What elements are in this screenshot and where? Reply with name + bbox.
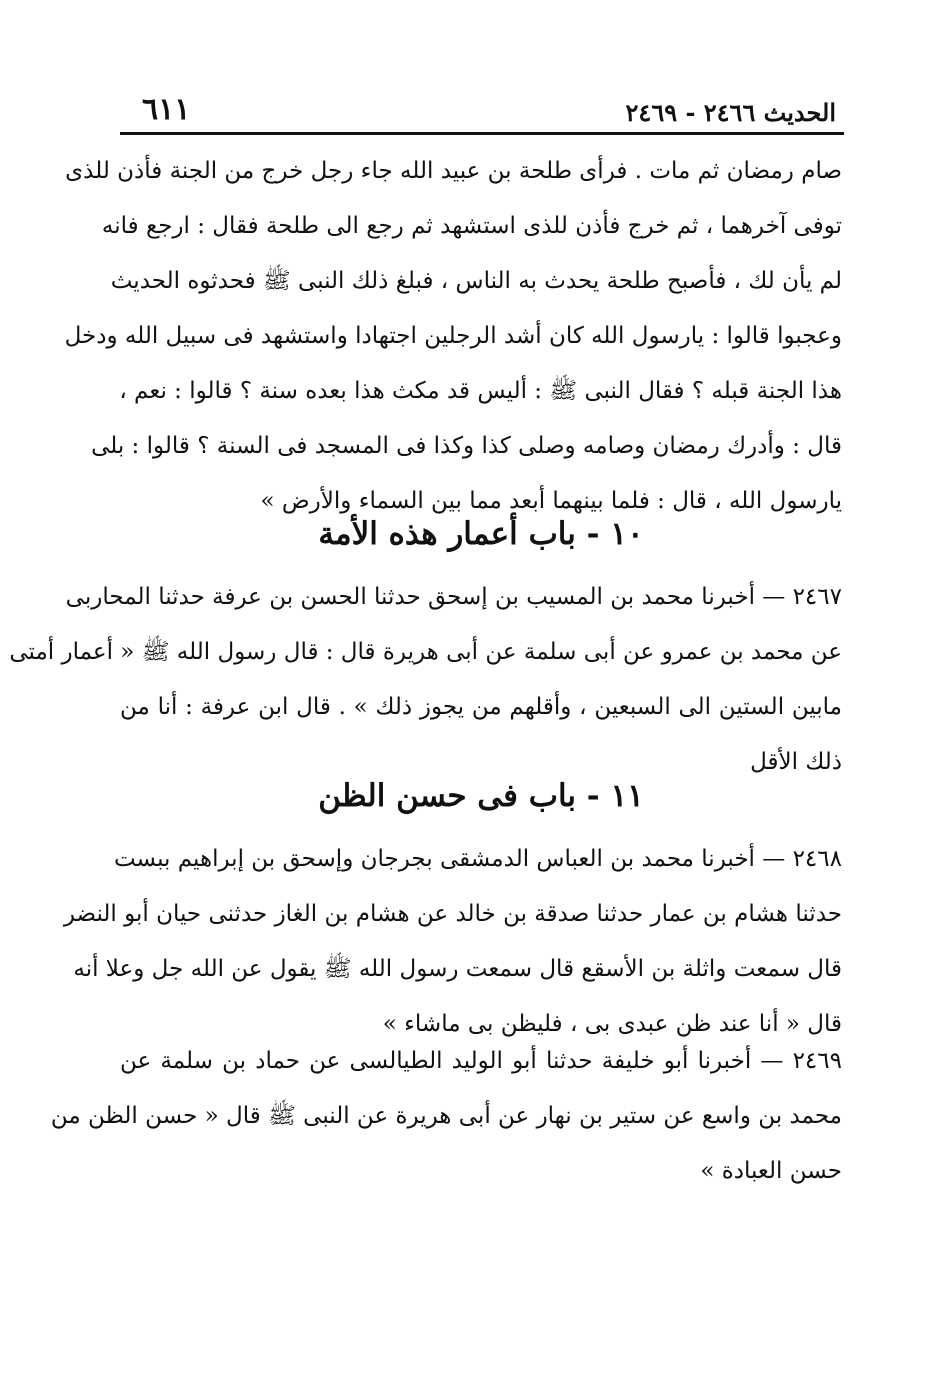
text-line: صام رمضان ثم مات . فرأى طلحة بن عبيد الله جاء رجل خرج من الجنة فأذن للذى [65, 158, 842, 184]
page-number: ٦١١ [142, 92, 191, 127]
intro-paragraph [64, 144, 842, 529]
text-line: يارسول الله ، قال : فلما بينهما أبعد مما بين السماء والأرض » [260, 488, 842, 514]
text-line: ٢٤٦٧ — أخبرنا محمد بن المسيب بن إسحق حدثنا الحسن بن عرفة حدثنا المحاربى [65, 584, 842, 610]
running-title: الحديث ٢٤٦٦ - ٢٤٦٩ [625, 98, 836, 127]
text-line: لم يأن لك ، فأصبح طلحة يحدث به الناس ، فبلغ ذلك النبى ﷺ فحدثوه الحديث [110, 268, 842, 294]
text-line: مابين الستين الى السبعين ، وأقلهم من يجوز ذلك » . قال ابن عرفة : أنا من [120, 694, 842, 720]
text-line: ذلك الأقل [750, 749, 842, 775]
section-heading: ١١ - باب فى حسن الظن [318, 778, 644, 814]
hadith-2467 [9, 570, 842, 790]
section-heading: ١٠ - باب أعمار هذه الأمة [318, 516, 644, 552]
book-page [9, 88, 842, 1208]
header-rule [120, 132, 844, 135]
page-header [120, 88, 842, 132]
hadith-2469 [50, 1034, 842, 1199]
text-line: محمد بن واسع عن ستير بن نهار عن أبى هريرة عن النبى ﷺ قال « حسن الظن من [50, 1103, 842, 1129]
text-line: ٢٤٦٨ — أخبرنا محمد بن العباس الدمشقى بجرجان وإسحق بن إبراهيم ببست [113, 846, 842, 872]
text-line: حسن العبادة » [700, 1158, 842, 1184]
text-line: حدثنا هشام بن عمار حدثنا صدقة بن خالد عن هشام بن الغاز حدثنى حيان أبو النضر [63, 901, 842, 927]
text-line: قال سمعت واثلة بن الأسقع قال سمعت رسول الله ﷺ يقول عن الله جل وعلا أنه [73, 956, 842, 982]
text-line: ٢٤٦٩ — أخبرنا أبو خليفة حدثنا أبو الوليد الطيالسى عن حماد بن سلمة عن [120, 1048, 842, 1074]
text-line: عن محمد بن عمرو عن أبى سلمة عن أبى هريرة قال : قال رسول الله ﷺ « أعمار أمتى [9, 639, 842, 665]
text-line: هذا الجنة قبله ؟ فقال النبى ﷺ : أليس قد مكث هذا بعده سنة ؟ قالوا : نعم ، [119, 378, 842, 404]
text-line: توفى آخرهما ، ثم خرج فأذن للذى استشهد ثم رجع الى طلحة فقال : ارجع فانه [101, 213, 842, 239]
text-line: قال : وأدرك رمضان وصامه وصلى كذا وكذا فى المسجد فى السنة ؟ قالوا : بلى [91, 433, 842, 459]
text-line: وعجبوا قالوا : يارسول الله كان أشد الرجلين اجتهادا واستشهد فى سبيل الله ودخل [64, 323, 842, 349]
text-line: قال « أنا عند ظن عبدى بى ، فليظن بى ماشاء » [382, 1011, 842, 1037]
hadith-2468 [63, 832, 842, 1052]
